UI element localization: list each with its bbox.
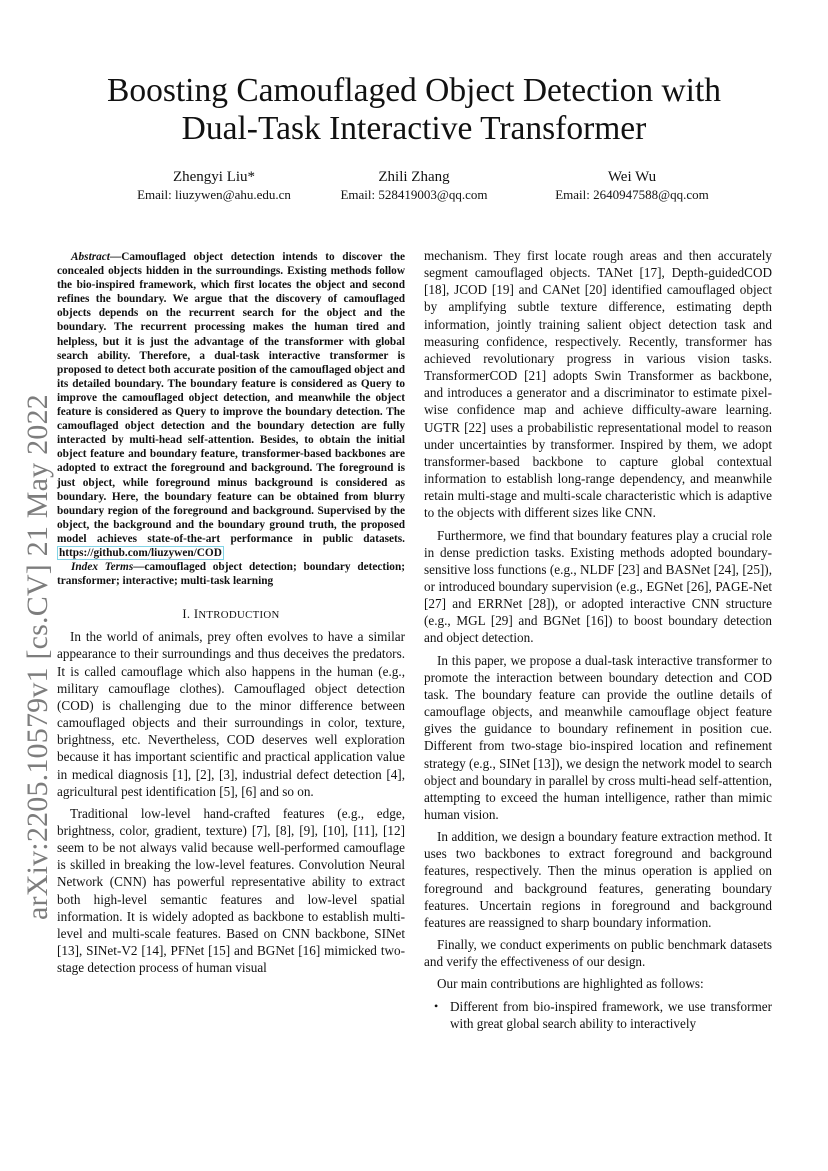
author-3 [512,168,752,203]
author-2 [294,168,534,203]
section-title-initial: I [193,607,199,622]
contributions-list [424,998,772,1032]
paragraph: In this paper, we propose a dual-task interactive transformer to promote the interaction between boundary detection and COD task. The boundary feature can provide the outline details of camouflage objects, and meanwhile camouflage object feature gives the guidance to boundary refinement in position cue. Different from two-stage bio-inspired location and refinement strategy (e.g., SINet [13]), we design the network model to search object and boundary in parallel by cross multi-head self-attention, attempting to exceed the human intelligence, rather than mimic human vision. [424,652,772,822]
abstract [57,250,405,560]
left-column [57,250,405,976]
contribution-text: Different from bio-inspired framework, we use transformer with great global search ability to interactively [450,998,772,1031]
code-link[interactable]: https://github.com/liuzywen/COD [59,546,222,559]
author-email: Email: 2640947588@qq.com [555,187,709,202]
title-line-2: Dual-Task Interactive Transformer [181,110,647,147]
author-email: Email: 528419003@qq.com [340,187,488,202]
paragraph: Traditional low-level hand-crafted features (e.g., edge, brightness, color, gradient, texture) [7], [8], [9], [10], [11], [12] seem to be not always valid because well-performed camouflage is skilled in breaking the low-level features. Convolution Neural Network (CNN) has powerful representative ability to extract both high-level semantic features and low-level spatial information. It is widely adopted as backbone to establish multi-level and multi-scale features. Based on CNN backbone, SINet [13], SINet-V2 [14], PFNet [15] and BGNet [16] mimicked two-stage detection process of human visual [57,805,405,976]
paper-title [80,72,748,148]
right-column [424,247,772,1032]
section-number: I. [182,607,194,622]
author-block [0,168,828,208]
title-line-1: Boosting Camouflaged Object Detection with [106,72,722,109]
list-item [434,998,772,1032]
index-terms-label: Index Terms [71,561,134,574]
paragraph: mechanism. They first locate rough areas and then accurately segment camouflaged objects. TANet [17], Depth-guidedCOD [18], JCOD [19] and CANet [20] identified camouflaged object by amplifying subtle texture difference, estimating depth information, jointly training salient object detection task and measuring confidence, respectively. Recently, transformer has achieved revolutionary progress in various vision tasks. TransformerCOD [21] adopts Swin Transformer as backbone, and introduces a generator and a discriminator to estimate pixel-wise confidence map and achieve difficulty-aware learning. UGTR [22] uses a probabilistic representational model to reason under uncertainties by transformer. Inspired by them, we adopt transformer-based backbone to capture global contextual information to establish long-range dependency, and meanwhile retain multi-stage and multi-scale characteristic which is adaptive to the objects with different sizes like CNN. [424,248,772,521]
abstract-label: Abstract [71,251,110,263]
author-name: Zhengyi Liu* [172,169,256,185]
bullet-icon: • [434,998,439,1013]
arxiv-sidebar-id: arXiv:2205.10579v1 [cs.CV] 21 May 2022 [21,394,54,920]
paragraph: In the world of animals, prey often evolves to have a similar appearance to their surroundings and thus deceives the predators. It is called camouflage which also happens in the human (e.g., military camouflage clothes). Camouflaged object detection (COD) is challenging due to the minor difference between camouflaged objects and their surroundings in color, texture, brightness, etc. Nevertheless, COD deserves well exploration because it has important scientific and practical application value in medical diagnosis [1], [2], [3], industrial defect detection [4], agricultural pest identification [5], [6] and so on. [57,629,405,799]
paragraph: Finally, we conduct experiments on public benchmark datasets and verify the effectiveness of our design. [424,937,772,970]
index-terms-text: —camouflaged object detection; boundary detection; transformer; interactive; multi-task learning [57,561,405,588]
section-title-rest: NTRODUCTION [198,609,280,622]
paragraph: Furthermore, we find that boundary features play a crucial role in dense prediction tasks. Existing methods adopted boundary-sensitive loss functions (e.g., NLDF [23] and BASNet [24], [25]), or introduced boundary supervision (e.g., EGNet [26], PAGE-Net [27] and ERRNet [28]), or adopted interactive CNN structure (e.g., MGL [29] and BGNet [16]) to boost boundary detection and object detection. [424,527,772,646]
author-name: Zhili Zhang [378,169,450,185]
abstract-text: —Camouflaged object detection intends to discover the concealed objects hidden in the surroundings. Existing methods follow the bio-inspired framework, which first locates the object and second refines the boundary. We argue that the discovery of camouflaged objects depends on the recurrent search for the object and the boundary. The recurrent processing makes the human tired and helpless, but it is just the advantage of the transformer with global search ability. Therefore, a dual-task interactive transformer is proposed to detect both accurate position of the camouflaged object and its detailed boundary. The boundary feature is considered as Query to improve the camouflaged object detection, and meanwhile the object feature is considered as Query to improve the boundary detection. The camouflaged object detection and the boundary detection are fully interacted by multi-head self-attention. Besides, to obtain the initial object feature and boundary feature, transformer-based backbones are adopted to extract the foreground and background. The foreground is just object, while foreground minus background is considered as boundary. Here, the boundary feature can be obtained from blurry boundary region of the foreground and background. Supervised by the object, the background and the boundary ground truth, the proposed model achieves state-of-the-art performance in public datasets. [57,251,405,545]
author-email: Email: liuzywen@ahu.edu.cn [137,187,291,202]
author-name: Wei Wu [607,169,657,185]
index-terms [57,560,405,588]
paragraph: In addition, we design a boundary feature extraction method. It uses two backbones to extract foreground and background features, respectively. Then the minus operation is applied on foreground and background features, generating boundary features. Uncertain regions in foreground and background features are reassigned to sharp boundary information. [424,829,772,930]
section-heading-introduction [57,606,405,623]
paragraph: Our main contributions are highlighted as follows: [437,976,704,992]
